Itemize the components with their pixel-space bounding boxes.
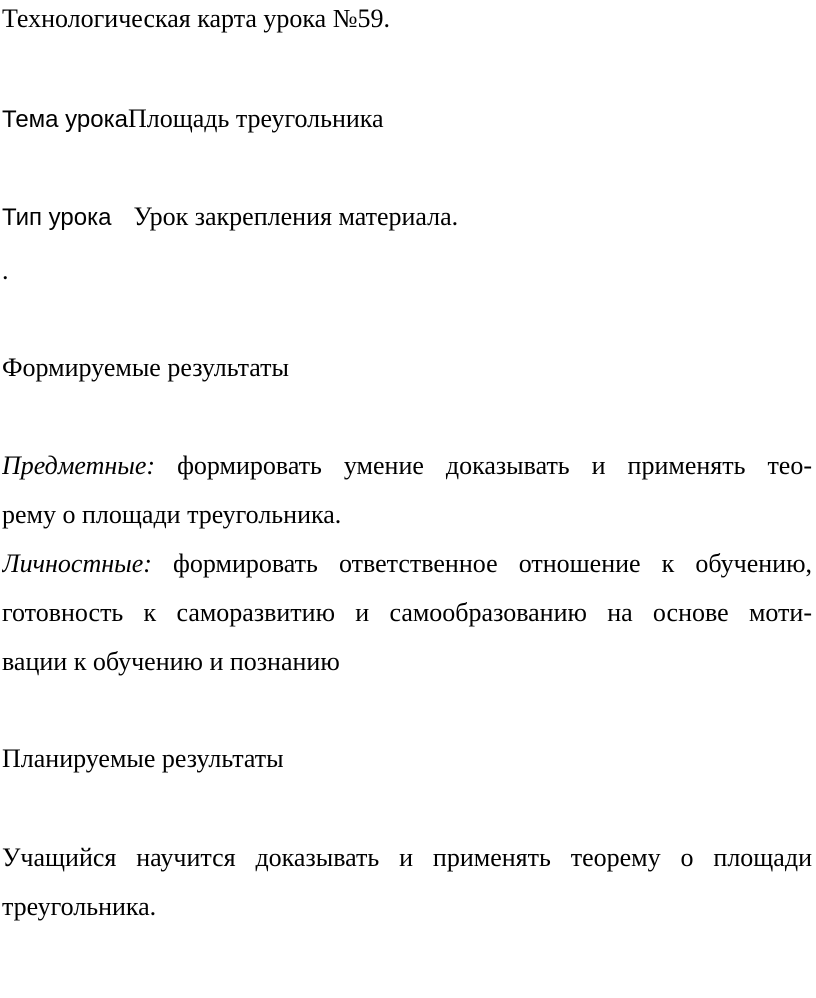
formed-results-heading: Формируемые результаты (2, 353, 289, 382)
lesson-topic-row (2, 104, 384, 134)
subject-results-line-1: Предметные: формировать умение доказывать и применять тео- (2, 451, 812, 480)
lesson-topic-value: Площадь треугольника (127, 104, 384, 133)
stray-dot: . (2, 256, 9, 285)
lesson-type-row (2, 202, 458, 232)
personal-results-line-2: готовность к саморазвитию и самообразованию на основе моти- (2, 598, 812, 627)
personal-results-line-1: Личностные: формировать ответственное отношение к обучению, (2, 549, 812, 578)
planned-results-line-1: Учащийся научится доказывать и применять теорему о площади (2, 843, 812, 872)
planned-results-line-2: треугольника. (2, 892, 157, 921)
page-title: Технологическая карта урока №59. (2, 4, 390, 33)
planned-results-heading: Планируемые результаты (2, 744, 284, 773)
subject-results-line-2: рему о площади треугольника. (2, 500, 342, 529)
subject-results-label: Предметные: (2, 451, 156, 480)
lesson-type-label: Тип урока (2, 204, 112, 231)
personal-results-label: Личностные: (2, 549, 152, 578)
lesson-topic-label: Тема урока (2, 106, 128, 133)
personal-results-line-3: вации к обучению и познанию (2, 647, 340, 676)
lesson-type-value: Урок закрепления материала. (133, 202, 459, 231)
